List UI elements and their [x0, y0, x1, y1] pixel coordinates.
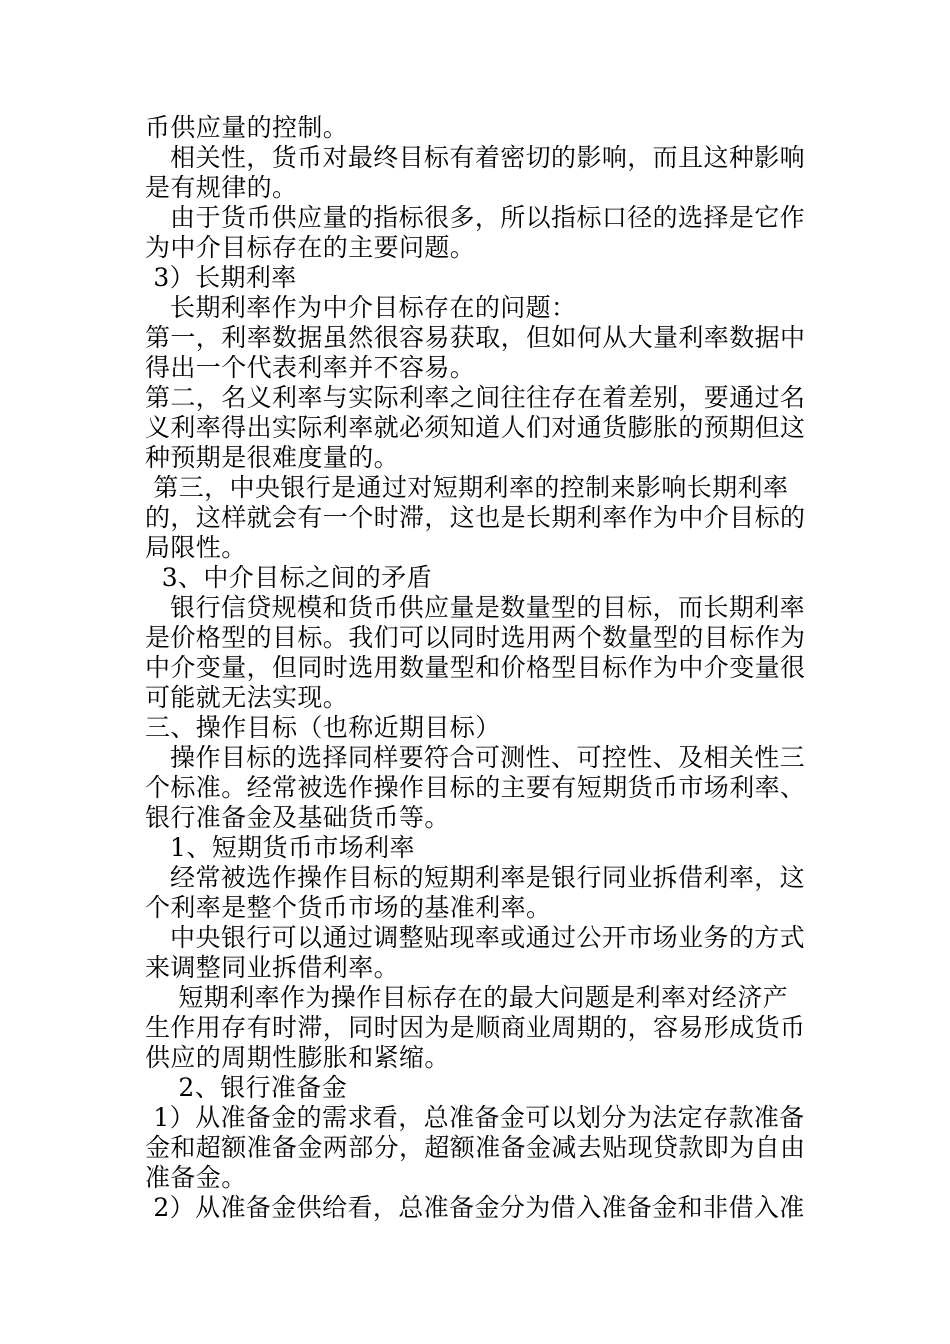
heading-long-term-rate: 3）长期利率 — [145, 263, 297, 292]
paragraph-quantity-price-targets: 银行信贷规模和货币供应量是数量型的目标，而长期利率是价格型的目标。我们可以同时选用两个数量型的目标作为中介变量，但同时选用数量型和价格型目标作为中介变量很可能就无法实现。 — [145, 593, 806, 712]
paragraph-first-point: 第一，利率数据虽然很容易获取，但如何从大量利率数据中得出一个代表利率并不容易。 — [145, 323, 806, 382]
heading-bank-reserves: 2、银行准备金 — [145, 1073, 348, 1102]
paragraph-indicator-scope: 由于货币供应量的指标很多，所以指标口径的选择是它作为中介目标存在的主要问题。 — [145, 203, 806, 262]
heading-target-conflict: 3、中介目标之间的矛盾 — [145, 563, 433, 592]
paragraph-short-term-rate-problem: 短期利率作为操作目标存在的最大问题是利率对经济产生作用存有时滞，同时因为是顺商业周期的，容易形成货币供应的周期性膨胀和紧缩。 — [145, 983, 806, 1072]
paragraph-second-point: 第二，名义利率与实际利率之间往往存在着差别，要通过名义利率得出实际利率就必须知道人们对通货膨胀的预期但这种预期是很难度量的。 — [145, 383, 806, 472]
paragraph-interbank-rate: 经常被选作操作目标的短期利率是银行同业拆借利率，这个利率是整个货币市场的基准利率。 — [145, 863, 806, 922]
paragraph-reserve-supply: 2）从准备金供给看，总准备金分为借入准备金和非借入准 — [145, 1193, 805, 1222]
heading-short-term-rate: 1、短期货币市场利率 — [145, 833, 415, 862]
paragraph-relevance: 相关性，货币对最终目标有着密切的影响，而且这种影响是有规律的。 — [145, 143, 806, 202]
heading-operating-targets: 三、操作目标（也称近期目标） — [145, 713, 501, 742]
paragraph-reserve-demand: 1）从准备金的需求看，总准备金可以划分为法定存款准备金和超额准备金两部分，超额准备金减去贴现贷款即为自由准备金。 — [145, 1103, 806, 1192]
paragraph-long-term-rate-problems: 长期利率作为中介目标存在的问题： — [145, 293, 577, 322]
paragraph-operating-target-criteria: 操作目标的选择同样要符合可测性、可控性、及相关性三个标准。经常被选作操作目标的主要有短期货币市场利率、银行准备金及基础货币等。 — [145, 743, 806, 832]
document-body — [145, 113, 810, 1223]
paragraph-third-point: 第三，中央银行是通过对短期利率的控制来影响长期利率的，这样就会有一个时滞，这也是长期利率作为中介目标的局限性。 — [145, 473, 806, 562]
paragraph-discount-rate: 中央银行可以通过调整贴现率或通过公开市场业务的方式来调整同业拆借利率。 — [145, 923, 806, 982]
paragraph-money-supply-control: 币供应量的控制。 — [145, 113, 349, 142]
